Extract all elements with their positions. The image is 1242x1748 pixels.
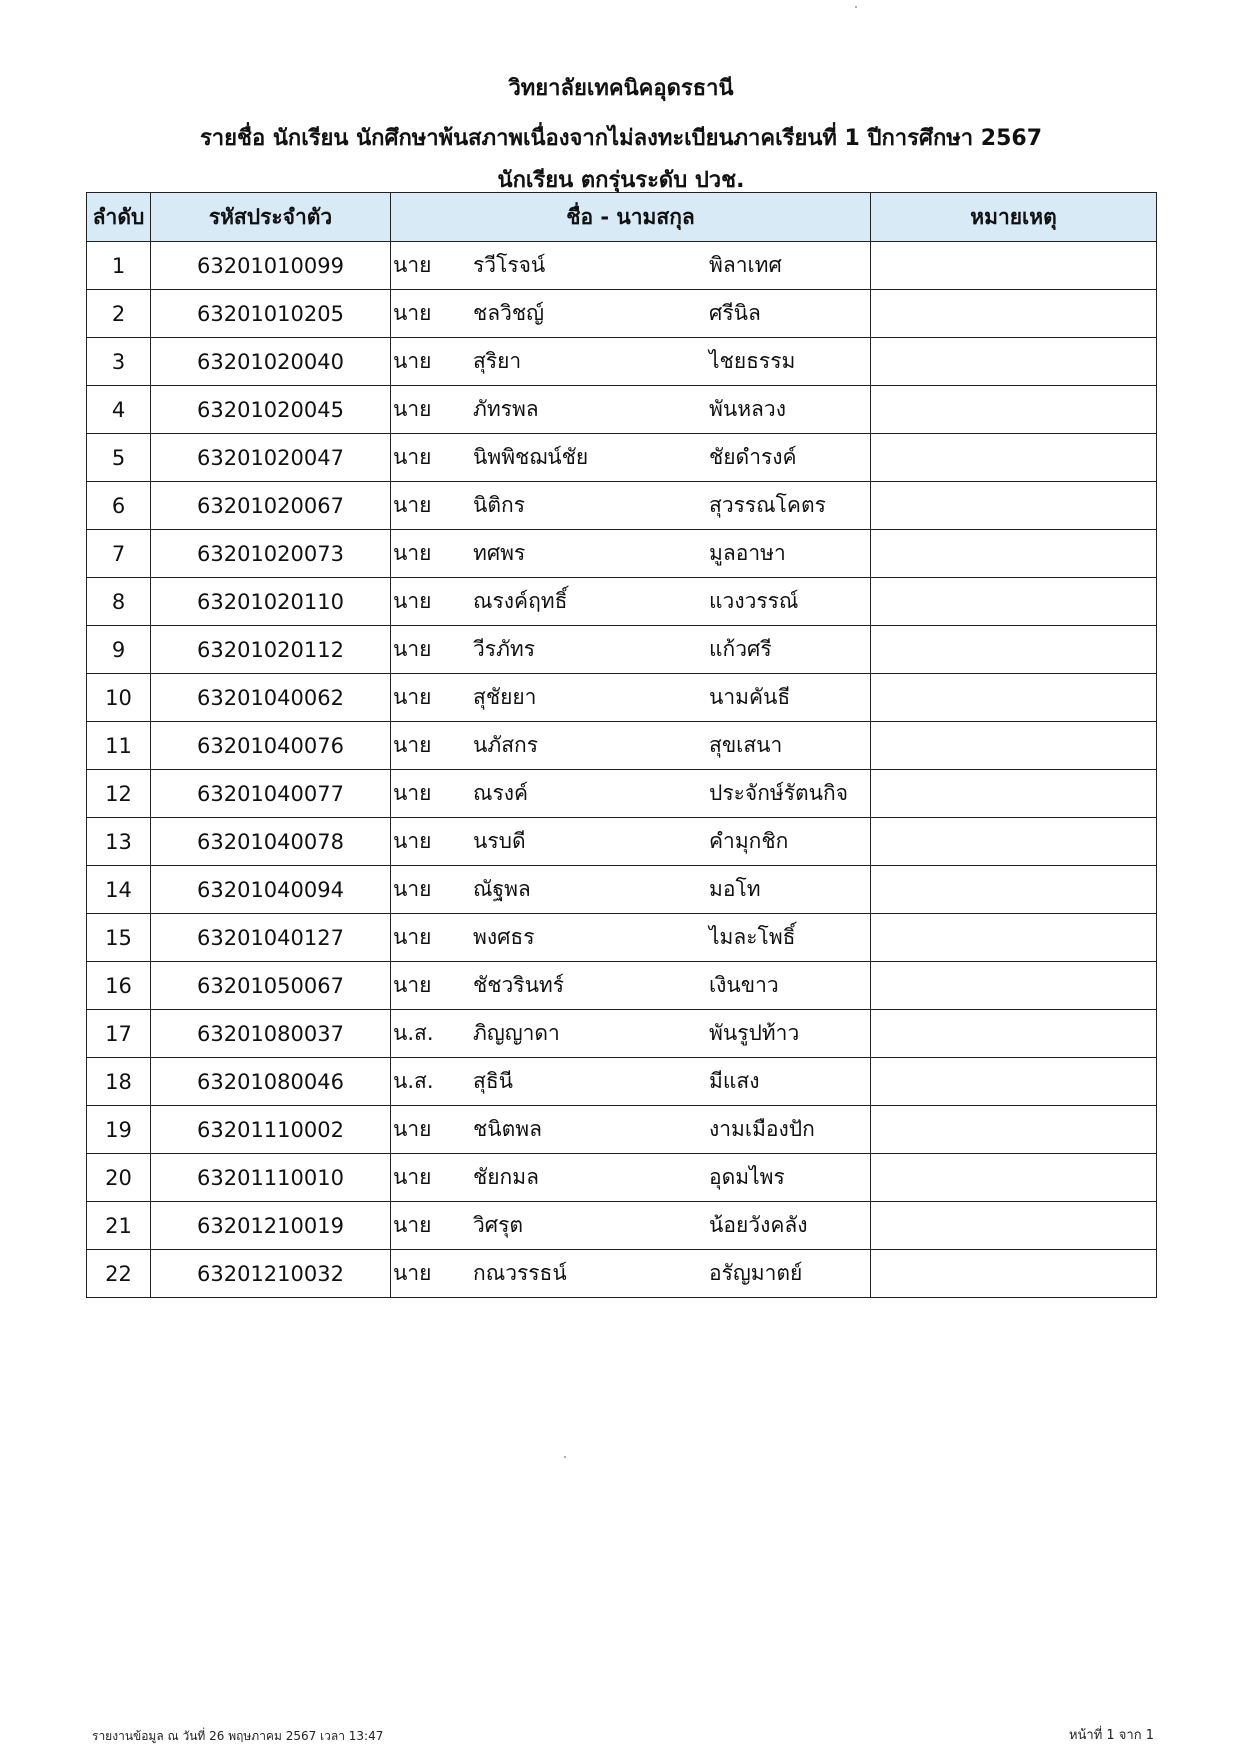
name-prefix: นาย bbox=[393, 1117, 432, 1141]
name-prefix: นาย bbox=[393, 349, 432, 373]
name-prefix: น.ส. bbox=[393, 1069, 434, 1093]
first-name: ณรงค์ bbox=[473, 781, 529, 805]
row-number: 12 bbox=[87, 770, 151, 818]
last-name: มอโท bbox=[709, 877, 761, 901]
student-full-name bbox=[391, 386, 871, 434]
table-row bbox=[87, 1202, 1157, 1250]
last-name: อรัญมาตย์ bbox=[709, 1261, 803, 1285]
name-prefix: นาย bbox=[393, 877, 432, 901]
name-prefix: นาย bbox=[393, 445, 432, 469]
name-prefix: นาย bbox=[393, 301, 432, 325]
table-row bbox=[87, 1058, 1157, 1106]
last-name: ประจักษ์รัตนกิจ bbox=[709, 781, 849, 805]
remarks-cell bbox=[871, 482, 1157, 530]
row-number: 21 bbox=[87, 1202, 151, 1250]
student-full-name bbox=[391, 914, 871, 962]
last-name: นามคันธี bbox=[709, 685, 791, 709]
last-name: ชัยดำรงค์ bbox=[709, 445, 797, 469]
row-number: 1 bbox=[87, 242, 151, 290]
name-prefix: นาย bbox=[393, 541, 432, 565]
student-full-name bbox=[391, 818, 871, 866]
student-id: 63201020073 bbox=[151, 530, 391, 578]
first-name: สุธินี bbox=[473, 1069, 513, 1093]
name-prefix: น.ส. bbox=[393, 1021, 434, 1045]
student-full-name bbox=[391, 434, 871, 482]
student-id: 63201110002 bbox=[151, 1106, 391, 1154]
remarks-cell bbox=[871, 770, 1157, 818]
name-prefix: นาย bbox=[393, 685, 432, 709]
name-prefix: นาย bbox=[393, 733, 432, 757]
last-name: พันหลวง bbox=[709, 397, 786, 421]
remarks-cell bbox=[871, 626, 1157, 674]
table-row bbox=[87, 722, 1157, 770]
table-row bbox=[87, 674, 1157, 722]
remarks-cell bbox=[871, 386, 1157, 434]
student-id: 63201080037 bbox=[151, 1010, 391, 1058]
row-number: 18 bbox=[87, 1058, 151, 1106]
student-full-name bbox=[391, 242, 871, 290]
row-number: 6 bbox=[87, 482, 151, 530]
student-full-name bbox=[391, 962, 871, 1010]
row-number: 22 bbox=[87, 1250, 151, 1298]
row-number: 11 bbox=[87, 722, 151, 770]
first-name: สุชัยยา bbox=[473, 685, 537, 709]
column-header-remarks: หมายเหตุ bbox=[871, 193, 1157, 242]
student-id: 63201040062 bbox=[151, 674, 391, 722]
column-header-student-id: รหัสประจำตัว bbox=[151, 193, 391, 242]
table-row bbox=[87, 242, 1157, 290]
first-name: ณรงค์ฤทธิ์ bbox=[473, 589, 568, 613]
row-number: 16 bbox=[87, 962, 151, 1010]
last-name: ไชยธรรม bbox=[709, 349, 796, 373]
row-number: 20 bbox=[87, 1154, 151, 1202]
name-prefix: นาย bbox=[393, 1213, 432, 1237]
row-number: 3 bbox=[87, 338, 151, 386]
last-name: แก้วศรี bbox=[709, 637, 772, 661]
student-id: 63201020112 bbox=[151, 626, 391, 674]
column-header-full-name: ชื่อ - นามสกุล bbox=[391, 193, 871, 242]
first-name: นิพพิชฌน์ชัย bbox=[473, 445, 589, 469]
name-prefix: นาย bbox=[393, 493, 432, 517]
first-name: กณวรรธน์ bbox=[473, 1261, 567, 1285]
last-name: พันรูปท้าว bbox=[709, 1021, 800, 1045]
student-full-name bbox=[391, 1202, 871, 1250]
first-name: ทศพร bbox=[473, 541, 526, 565]
first-name: วีรภัทร bbox=[473, 637, 536, 661]
student-full-name bbox=[391, 674, 871, 722]
remarks-cell bbox=[871, 290, 1157, 338]
table-row bbox=[87, 578, 1157, 626]
first-name: ชัชวรินทร์ bbox=[473, 973, 565, 997]
row-number: 7 bbox=[87, 530, 151, 578]
table-row bbox=[87, 914, 1157, 962]
row-number: 10 bbox=[87, 674, 151, 722]
last-name: สุวรรณโคตร bbox=[709, 493, 826, 517]
student-full-name bbox=[391, 1106, 871, 1154]
first-name: ชัยกมล bbox=[473, 1165, 539, 1189]
first-name: รวีโรจน์ bbox=[473, 253, 546, 277]
last-name: มูลอาษา bbox=[709, 541, 786, 565]
table-row bbox=[87, 770, 1157, 818]
table-row bbox=[87, 1106, 1157, 1154]
student-id: 63201010099 bbox=[151, 242, 391, 290]
name-prefix: นาย bbox=[393, 589, 432, 613]
remarks-cell bbox=[871, 338, 1157, 386]
table-row bbox=[87, 338, 1157, 386]
row-number: 13 bbox=[87, 818, 151, 866]
student-full-name bbox=[391, 722, 871, 770]
row-number: 4 bbox=[87, 386, 151, 434]
student-full-name bbox=[391, 338, 871, 386]
last-name: งามเมืองปัก bbox=[709, 1117, 815, 1141]
name-prefix: นาย bbox=[393, 829, 432, 853]
first-name: สุริยา bbox=[473, 349, 522, 373]
last-name: ไมละโพธิ์ bbox=[709, 925, 796, 949]
remarks-cell bbox=[871, 914, 1157, 962]
row-number: 19 bbox=[87, 1106, 151, 1154]
scan-speck bbox=[855, 6, 857, 8]
table-row bbox=[87, 1250, 1157, 1298]
row-number: 17 bbox=[87, 1010, 151, 1058]
last-name: พิลาเทศ bbox=[709, 253, 782, 277]
remarks-cell bbox=[871, 1010, 1157, 1058]
student-id: 63201020110 bbox=[151, 578, 391, 626]
student-id: 63201210019 bbox=[151, 1202, 391, 1250]
row-number: 5 bbox=[87, 434, 151, 482]
remarks-cell bbox=[871, 1250, 1157, 1298]
remarks-cell bbox=[871, 434, 1157, 482]
table-row bbox=[87, 434, 1157, 482]
remarks-cell bbox=[871, 674, 1157, 722]
student-full-name bbox=[391, 482, 871, 530]
column-header-no: ลำดับ bbox=[87, 193, 151, 242]
remarks-cell bbox=[871, 578, 1157, 626]
name-prefix: นาย bbox=[393, 397, 432, 421]
last-name: น้อยวังคลัง bbox=[709, 1213, 808, 1237]
row-number: 15 bbox=[87, 914, 151, 962]
student-id: 63201040094 bbox=[151, 866, 391, 914]
name-prefix: นาย bbox=[393, 637, 432, 661]
last-name: ศรีนิล bbox=[709, 301, 761, 325]
name-prefix: นาย bbox=[393, 973, 432, 997]
student-id: 63201050067 bbox=[151, 962, 391, 1010]
student-group-title: นักเรียน ตกรุ่นระดับ ปวช. bbox=[497, 168, 745, 193]
name-prefix: นาย bbox=[393, 925, 432, 949]
first-name: ชนิตพล bbox=[473, 1117, 542, 1141]
first-name: วิศรุต bbox=[473, 1213, 524, 1237]
table-row bbox=[87, 290, 1157, 338]
table-row bbox=[87, 530, 1157, 578]
student-full-name bbox=[391, 1058, 871, 1106]
last-name: เงินขาว bbox=[709, 973, 779, 997]
page-number-footer: หน้าที่ 1 จาก 1 bbox=[1068, 1728, 1154, 1743]
table-row bbox=[87, 386, 1157, 434]
remarks-cell bbox=[871, 818, 1157, 866]
table-row bbox=[87, 1010, 1157, 1058]
student-id: 63201020067 bbox=[151, 482, 391, 530]
student-id: 63201210032 bbox=[151, 1250, 391, 1298]
first-name: ภัทรพล bbox=[473, 397, 539, 421]
name-prefix: นาย bbox=[393, 781, 432, 805]
last-name: คำมุกชิก bbox=[709, 829, 789, 853]
student-roster-table bbox=[86, 192, 1157, 1298]
remarks-cell bbox=[871, 1202, 1157, 1250]
last-name: สุขเสนา bbox=[709, 733, 783, 757]
student-full-name bbox=[391, 1250, 871, 1298]
remarks-cell bbox=[871, 242, 1157, 290]
name-prefix: นาย bbox=[393, 1165, 432, 1189]
remarks-cell bbox=[871, 530, 1157, 578]
table-row bbox=[87, 626, 1157, 674]
student-full-name bbox=[391, 866, 871, 914]
first-name: นิติกร bbox=[473, 493, 525, 517]
student-id: 63201110010 bbox=[151, 1154, 391, 1202]
remarks-cell bbox=[871, 962, 1157, 1010]
student-full-name bbox=[391, 1154, 871, 1202]
student-full-name bbox=[391, 626, 871, 674]
name-prefix: นาย bbox=[393, 253, 432, 277]
scan-speck bbox=[564, 1456, 566, 1458]
student-id: 63201020040 bbox=[151, 338, 391, 386]
remarks-cell bbox=[871, 1058, 1157, 1106]
table-row bbox=[87, 1154, 1157, 1202]
student-id: 63201040077 bbox=[151, 770, 391, 818]
student-id: 63201010205 bbox=[151, 290, 391, 338]
first-name: ณัฐพล bbox=[473, 877, 531, 901]
first-name: นรบดี bbox=[473, 829, 526, 853]
first-name: พงศธร bbox=[473, 925, 535, 949]
report-date-footer: รายงานข้อมูล ณ วันที่ 26 พฤษภาคม 2567 เวลา 13:47 bbox=[92, 1729, 384, 1743]
table-row bbox=[87, 866, 1157, 914]
student-id: 63201020045 bbox=[151, 386, 391, 434]
remarks-cell bbox=[871, 1106, 1157, 1154]
student-id: 63201020047 bbox=[151, 434, 391, 482]
student-full-name bbox=[391, 290, 871, 338]
document-subtitle: รายชื่อ นักเรียน นักศึกษาพ้นสภาพเนื่องจากไม่ลงทะเบียนภาคเรียนที่ 1 ปีการศึกษา 2567 bbox=[199, 126, 1043, 151]
row-number: 2 bbox=[87, 290, 151, 338]
last-name: มีแสง bbox=[709, 1069, 760, 1093]
institution-title: วิทยาลัยเทคนิคอุดรธานี bbox=[508, 76, 734, 101]
table-body bbox=[87, 242, 1157, 1298]
first-name: ภิญญาดา bbox=[473, 1021, 560, 1045]
table-header-row bbox=[87, 193, 1157, 242]
row-number: 8 bbox=[87, 578, 151, 626]
last-name: อุดมไพร bbox=[709, 1165, 785, 1189]
remarks-cell bbox=[871, 1154, 1157, 1202]
table-row bbox=[87, 818, 1157, 866]
row-number: 14 bbox=[87, 866, 151, 914]
remarks-cell bbox=[871, 866, 1157, 914]
student-id: 63201080046 bbox=[151, 1058, 391, 1106]
table-row bbox=[87, 962, 1157, 1010]
student-id: 63201040127 bbox=[151, 914, 391, 962]
student-full-name bbox=[391, 770, 871, 818]
student-full-name bbox=[391, 1010, 871, 1058]
last-name: แวงวรรณ์ bbox=[709, 589, 799, 613]
table-row bbox=[87, 482, 1157, 530]
student-id: 63201040078 bbox=[151, 818, 391, 866]
student-full-name bbox=[391, 578, 871, 626]
name-prefix: นาย bbox=[393, 1261, 432, 1285]
remarks-cell bbox=[871, 722, 1157, 770]
first-name: ชลวิชญ์ bbox=[473, 301, 545, 325]
student-full-name bbox=[391, 530, 871, 578]
first-name: นภัสกร bbox=[473, 733, 539, 757]
row-number: 9 bbox=[87, 626, 151, 674]
student-id: 63201040076 bbox=[151, 722, 391, 770]
